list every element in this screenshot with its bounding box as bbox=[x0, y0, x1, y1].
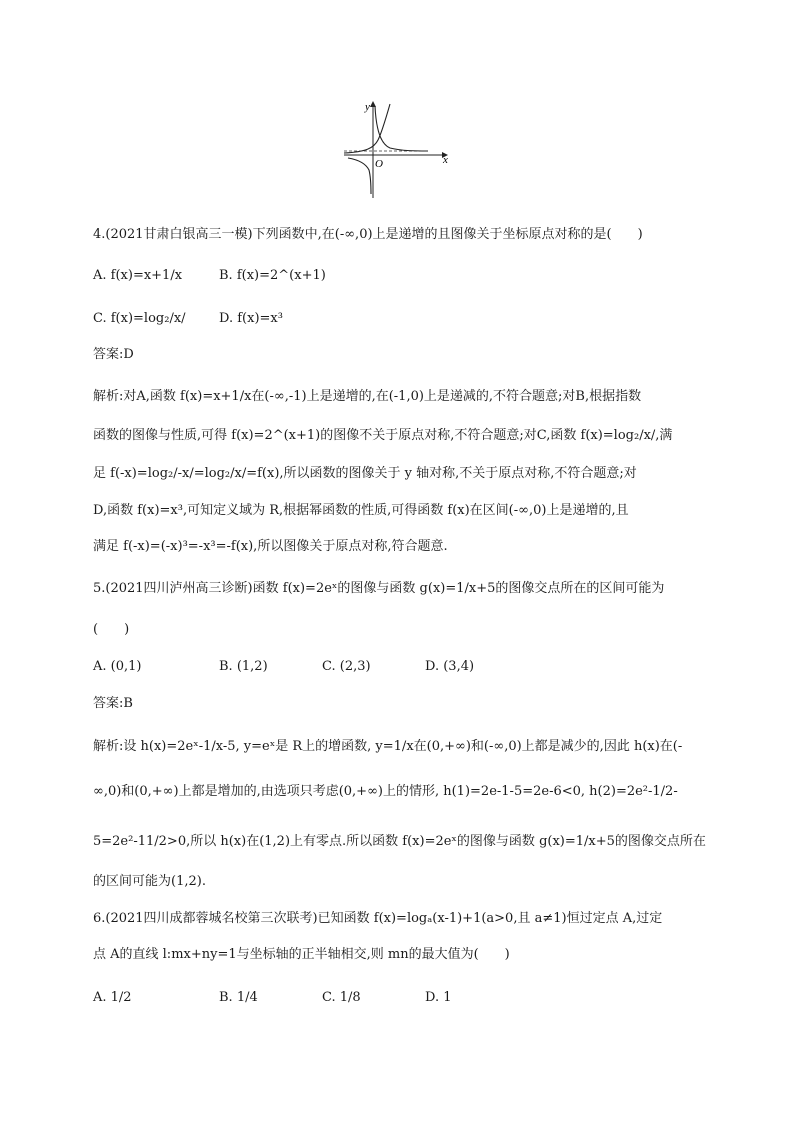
q6-stem-line: 点 A的直线 l:mx+ny=1与坐标轴的正半轴相交,则 mn的最大值为( ) bbox=[93, 947, 510, 962]
q5-option-b: B. (1,2) bbox=[219, 659, 268, 674]
function-graph bbox=[336, 98, 456, 204]
q4-analysis-line: 函数的图像与性质,可得 f(x)=2^(x+1)的图像不关于原点对称,不符合题意;对C,函数 f(x)=log₂/x/,满 bbox=[93, 428, 673, 443]
q4-analysis-line: 满足 f(-x)=(-x)³=-x³=-f(x),所以图像关于原点对称,符合题意. bbox=[93, 539, 448, 554]
q5-analysis-line: 的区间可能为(1,2). bbox=[93, 874, 206, 889]
q4-option-a: A. f(x)=x+1/x bbox=[93, 268, 183, 283]
hyperbola-left-branch bbox=[348, 158, 371, 194]
q6-option-a: A. 1/2 bbox=[93, 990, 132, 1005]
q4-option-d: D. f(x)=x³ bbox=[219, 311, 283, 326]
q5-answer: 答案:B bbox=[93, 696, 133, 711]
q6-stem-line: 6.(2021四川成都蓉城名校第三次联考)已知函数 f(x)=logₐ(x-1)+1(a>0,且 a≠1)恒过定点 A,过定 bbox=[93, 911, 663, 926]
q5-option-c: C. (2,3) bbox=[322, 659, 371, 674]
q4-analysis-line: 足 f(-x)=log₂/-x/=log₂/x/=f(x),所以函数的图像关于 y 轴对称,不关于原点对称,不符合题意;对 bbox=[93, 466, 637, 481]
q5-option-d: D. (3,4) bbox=[425, 659, 475, 674]
q5-analysis-line: 5=2e²-11/2>0,所以 h(x)在(1,2)上有零点.所以函数 f(x)=2eˣ的图像与函数 g(x)=1/x+5的图像交点所在 bbox=[93, 834, 706, 849]
q6-option-c: C. 1/8 bbox=[322, 990, 361, 1005]
x-axis-label: x bbox=[443, 154, 448, 166]
q4-option-b: B. f(x)=2^(x+1) bbox=[219, 268, 326, 283]
q5-option-a: A. (0,1) bbox=[93, 659, 142, 674]
q5-paren: ( ) bbox=[93, 622, 130, 637]
y-axis-label: y bbox=[365, 101, 370, 113]
q4-stem: 4.(2021甘肃白银高三一模)下列函数中,在(-∞,0)上是递增的且图像关于坐标原点对称的是( ) bbox=[93, 227, 643, 242]
q4-analysis-line: D,函数 f(x)=x³,可知定义域为 R,根据幂函数的性质,可得函数 f(x)在区间(-∞,0)上是递增的,且 bbox=[93, 503, 629, 518]
q5-analysis-line: ∞,0)和(0,+∞)上都是增加的,由选项只考虑(0,+∞)上的情形, h(1)=2e-1-5=2e-6<0, h(2)=2e²-1/2- bbox=[93, 784, 678, 799]
q4-option-c: C. f(x)=log₂/x/ bbox=[93, 311, 186, 326]
q6-option-b: B. 1/4 bbox=[219, 990, 258, 1005]
q4-analysis-line: 解析:对A,函数 f(x)=x+1/x在(-∞,-1)上是递增的,在(-1,0)上是递减的,不符合题意;对B,根据指数 bbox=[93, 389, 642, 404]
q5-analysis-line: 解析:设 h(x)=2eˣ-1/x-5, y=eˣ是 R上的增函数, y=1/x在(0,+∞)和(-∞,0)上都是减少的,因此 h(x)在(- bbox=[93, 739, 683, 754]
q6-option-d: D. 1 bbox=[425, 990, 452, 1005]
q4-answer: 答案:D bbox=[93, 347, 134, 362]
origin-label: O bbox=[375, 158, 383, 170]
q5-stem: 5.(2021四川泸州高三诊断)函数 f(x)=2eˣ的图像与函数 g(x)=1/x+5的图像交点所在的区间可能为 bbox=[93, 581, 665, 596]
